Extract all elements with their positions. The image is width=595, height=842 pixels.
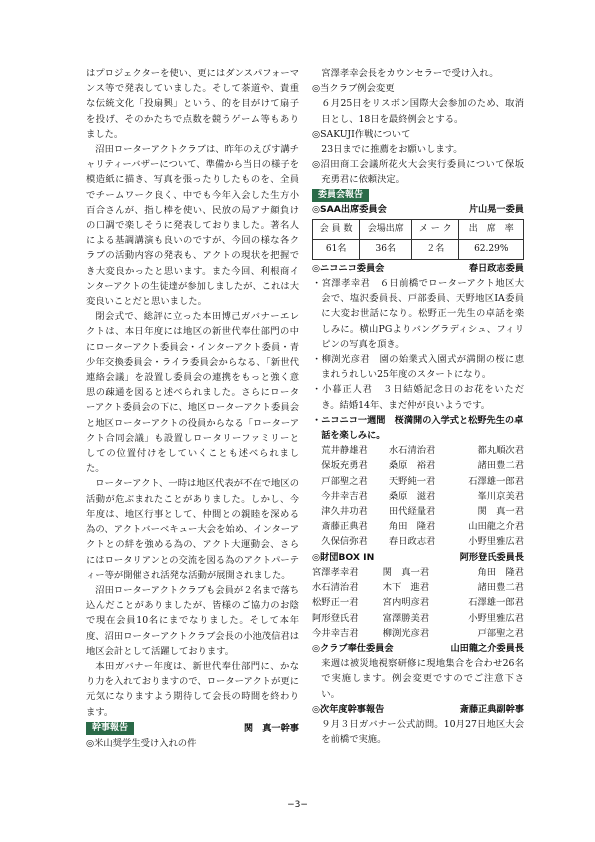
left-column: [86, 66, 299, 751]
secretary-item: ◎米山奨学生受け入れの件: [86, 737, 197, 749]
attendance-header: 会場出席: [360, 219, 412, 239]
nico-chair: 春日政志委員: [468, 262, 524, 274]
attendance-table: [312, 219, 524, 260]
paragraph: はプロジェクターを使い、更にはダンスパフォーマンス等で発表していました。そして茶道や、貴重な伝統文化「投扇興」という、的を目がけて扇子を投げ、そのかたちで点数を競うゲーム等もありました。: [86, 68, 299, 140]
club-service-title: ◎クラブ奉仕委員会: [312, 642, 394, 654]
saa-title: ◎SAA出席委員会: [312, 203, 387, 215]
report-line: ６月25日をリスボン国際大会参加のため、取消日とし、18日を最終例会とする。: [321, 98, 524, 125]
attendance-header: 会 員 数: [313, 219, 360, 239]
nico-item: ・小暮正人君 ３日結婚記念日のお花をいただき。結婚14年、まだ仲が良いようです。: [312, 384, 524, 411]
nico-item: ・柳渕光彦君 園の始業式入園式が満開の桜に恵まれうれしい25年度のスタートになり。: [312, 354, 524, 381]
nico-name-list: [312, 443, 524, 549]
report-heading: ◎SAKUJI作戦について: [312, 128, 411, 140]
member-name: 松野正一君: [312, 597, 359, 609]
page-number: −3−: [287, 800, 308, 810]
saa-heading: [312, 202, 524, 217]
club-service-text: 来週は被災地視察研修に現地集合を合わせ26名で実施します。例会変更ですのでご注意下さい。: [321, 658, 524, 700]
attendance-header: メ ー ク: [412, 219, 459, 239]
attendance-value: 36名: [360, 239, 412, 259]
nico-title: ◎ニコニコ委員会: [312, 262, 385, 274]
member-name: 田代経量君: [388, 506, 436, 518]
member-name: 桑原 滋君: [388, 490, 436, 502]
nico-heading: [312, 261, 524, 276]
secretary-report-header: [86, 721, 299, 736]
box-heading: [312, 550, 524, 565]
member-name: 戸部聖之君: [477, 627, 524, 639]
member-name: 角田 隆君: [388, 521, 436, 533]
attendance-value-row: [313, 239, 524, 259]
member-name: 峯川京美君: [477, 490, 524, 502]
member-name: 津久井功君: [321, 506, 368, 518]
paragraph: ローターアクト、一時は地区代表が不在で地区の活動が危ぶまれたことがありました。しかし、今年度は、地区行事として、仲間との親睦を深める為の、アクトバーベキュー大会を始め、インターアクトとの絆を強める為の、アクト大運動会、さらにはロータリアンとの交流を図る為のアクトパーティー等が開催され活発な活動が展開されました。: [86, 478, 299, 581]
right-column: [312, 66, 524, 747]
saa-chair: 片山晃一委員: [468, 203, 524, 215]
next-secretary-text: ９月３日ガバナー公式訪問。10月27日地区大会を前橋で実施。: [321, 718, 524, 746]
report-line: 23日までに推薦をお願いします。: [321, 144, 463, 156]
member-name: 小野里雅広君: [468, 536, 524, 548]
member-name: 諸田豊二君: [477, 460, 524, 472]
next-secretary-chair: 斎藤正典副幹事: [459, 703, 524, 715]
next-secretary-heading: [312, 702, 524, 717]
member-name: 小野里雅広君: [468, 612, 524, 624]
committee-report-header: [312, 189, 524, 202]
member-name: 柳渕光彦君: [382, 627, 430, 639]
paragraph: 沼田ローターアクトクラブは、昨年のえびす講チャリティーバザーについて、準備から当日の様子を模造紙に描き、写真を張ったりしたものを、全員でチームワーク良く、中でも今年入会した生方小百合さんが、指し棒を使い、民放の局アナ顔負けの口調で楽しそうに発表しておりました。著名人による基調講演も良いのですが、今回の様な各クラブの活動内容の発表も、アクトの現状を把握でき大変良かったと思います。また今回、利根商インターアクトの生徒達が参加しましたが、これは大変良いことだと思いました。: [86, 144, 299, 308]
member-name: 春日政志君: [388, 536, 436, 548]
member-name: 今井幸吉君: [312, 627, 359, 639]
member-name: 保坂充勇君: [321, 460, 368, 472]
report-heading: ◎沼田商工会議所花火大会実行委員について保坂充勇君に依頼決定。: [312, 159, 524, 186]
member-name: 関 真一君: [477, 506, 524, 518]
report-line: 宮澤孝幸会長をカウンセラーで受け入れ。: [321, 68, 499, 79]
member-name: 石澤雄一郎君: [468, 597, 524, 609]
committee-report-label: 委員会報告: [312, 189, 369, 202]
paragraph: 本田ガバナー年度は、新世代奉仕部門に、かなり力を入れておりますので、ローターアクトが更に元気になりますよう期待して会長の時間を終わります。: [86, 660, 299, 718]
secretary-report-label: 幹事報告: [86, 722, 134, 735]
attendance-value: ２名: [412, 239, 459, 259]
member-name: 諸田豊二君: [477, 582, 524, 594]
report-heading: ◎当クラブ例会変更: [312, 83, 395, 95]
paragraph: 沼田ローターアクトクラブも会員が２名まで落ち込んだことがありましたが、皆様のご協力のお陰で現在会員10名にまでなりました。そして本年度、沼田ローターアクトクラブ会長の小池茂信君は地区会計として活躍しております。: [86, 584, 299, 657]
box-title: ◎財団BOX IN: [312, 551, 375, 563]
member-name: 宮澤孝幸君: [312, 566, 359, 578]
member-name: 桑原 裕君: [388, 460, 436, 472]
box-chair: 阿形登氏委員長: [459, 551, 524, 563]
member-name: 久保信弥君: [321, 536, 368, 548]
attendance-header: 出 席 率: [459, 219, 524, 239]
member-name: 石澤雄一郎君: [468, 475, 524, 487]
member-name: 水石清治君: [388, 445, 436, 457]
member-name: 富澤勝美君: [382, 612, 430, 624]
member-name: 木下 進君: [382, 582, 430, 594]
attendance-value: 61名: [313, 239, 360, 259]
member-name: 水石清治君: [312, 582, 359, 594]
member-name: 関 真一君: [382, 566, 430, 578]
box-name-list: [312, 565, 524, 641]
secretary-signer: 関 真一幹事: [243, 722, 299, 734]
member-name: 阿形登氏君: [312, 612, 359, 624]
attendance-header-row: [313, 219, 524, 239]
club-service-heading: [312, 641, 524, 656]
next-secretary-title: ◎次年度幹事報告: [312, 703, 385, 715]
member-name: 角田 隆君: [477, 566, 524, 578]
nico-week-title: ・ニコニコ一週間 桜満開の入学式と松野先生の卓話を楽しみに。: [312, 414, 524, 442]
paragraph: 閉会式で、総評に立った本田博己ガバナーエレクトは、本日年度には地区の新世代奉仕部門の中にローターアクト委員会・インターアクト委員・青少年交換委員会・ライラ委員会からなる、「新世代連絡会議」を設置し委員会の連携をもっと強く意思の疎通を図ると述べられました。さらにローターアクト委員会の下に、地区ローターアクト委員会と地区ローターアクトの役員からなる「ローターアクト合同会議」も設置しロータリーファミリーとしての位置付けをしていくことも述べられました。: [86, 311, 299, 475]
attendance-value: 62.29%: [459, 239, 524, 259]
member-name: 都丸順次君: [477, 445, 524, 457]
member-name: 宮内明彦君: [382, 597, 430, 609]
member-name: 山田龍之介君: [468, 521, 524, 533]
member-name: 戸部聖之君: [321, 475, 368, 487]
member-name: 天野純一君: [388, 475, 436, 487]
member-name: 今井幸吉君: [321, 490, 368, 502]
member-name: 斎藤正典君: [321, 521, 368, 533]
club-service-chair: 山田龍之介委員長: [450, 642, 524, 654]
nico-item: ・宮澤孝幸君 ６日前橋でローターアクト地区大会で、塩沢委員長、戸部委員、天野地区IA委員に大変お世話になり。松野正一先生の卓話を楽しみに。横山PGよりバングラディシュ、フィリピンの写真を頂き。: [312, 278, 524, 350]
member-name: 荒井静雄君: [321, 445, 368, 457]
